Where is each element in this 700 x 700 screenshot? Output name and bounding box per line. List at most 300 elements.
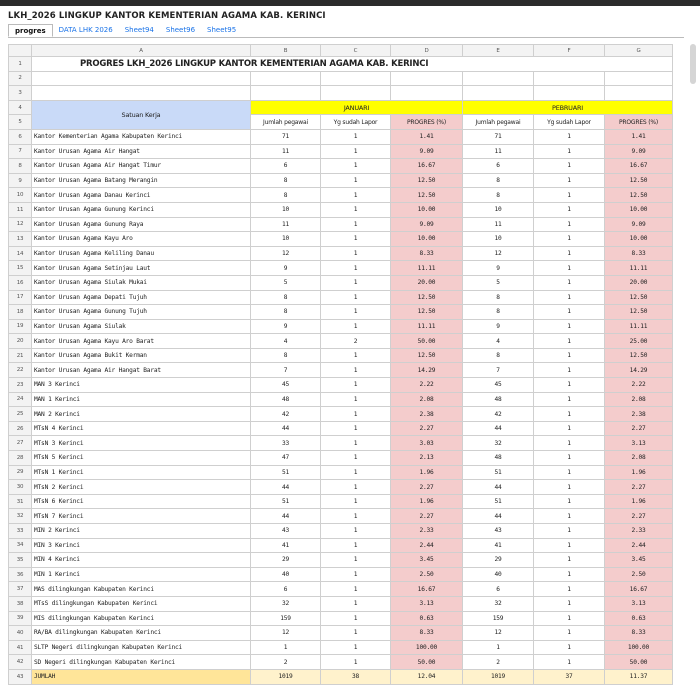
sudah-lapor-jan-cell[interactable]: 1	[321, 640, 391, 655]
empty-cell[interactable]	[391, 71, 463, 86]
jumlah-pegawai-feb-cell[interactable]: 5	[463, 275, 534, 290]
progres-jan-cell[interactable]: 3.45	[391, 553, 463, 568]
row-number[interactable]: 15	[9, 261, 32, 276]
satuan-kerja-cell[interactable]: MIN 1 Kerinci	[32, 567, 251, 582]
jumlah-pegawai-feb-cell[interactable]: 44	[463, 480, 534, 495]
satuan-kerja-cell[interactable]: Kantor Urusan Agama Kayu Aro Barat	[32, 334, 251, 349]
row-number[interactable]: 11	[9, 202, 32, 217]
jumlah-pegawai-jan-cell[interactable]: 48	[251, 392, 321, 407]
sudah-lapor-jan-cell[interactable]: 1	[321, 261, 391, 276]
empty-cell[interactable]	[32, 71, 251, 86]
satuan-kerja-cell[interactable]: Kantor Urusan Agama Gunung Raya	[32, 217, 251, 232]
jumlah-pegawai-feb-cell[interactable]: 48	[463, 451, 534, 466]
sudah-lapor-jan-cell[interactable]: 1	[321, 363, 391, 378]
satuan-kerja-cell[interactable]: RA/BA dilingkungan Kabupaten Kerinci	[32, 626, 251, 641]
progres-feb-cell[interactable]: 3.13	[605, 596, 673, 611]
sudah-lapor-feb-cell[interactable]: 1	[534, 217, 605, 232]
jumlah-pegawai-feb-cell[interactable]: 8	[463, 290, 534, 305]
progres-jan-cell[interactable]: 3.03	[391, 436, 463, 451]
empty-cell[interactable]	[534, 71, 605, 86]
jumlah-pegawai-feb-cell[interactable]: 159	[463, 611, 534, 626]
jumlah-pegawai-jan-cell[interactable]: 8	[251, 305, 321, 320]
jumlah-pegawai-feb-cell[interactable]: 2	[463, 655, 534, 670]
tab-sheet95[interactable]: Sheet95	[207, 26, 237, 34]
tab-data-lhk-2026[interactable]: DATA LHK 2026	[58, 26, 113, 34]
jumlah-pegawai-jan-cell[interactable]: 41	[251, 538, 321, 553]
progres-jan-cell[interactable]: 100.00	[391, 640, 463, 655]
row-number[interactable]: 5	[9, 115, 32, 130]
progres-feb-cell[interactable]: 2.50	[605, 567, 673, 582]
sudah-lapor-feb-cell[interactable]: 1	[534, 465, 605, 480]
sudah-lapor-feb-cell[interactable]: 1	[534, 655, 605, 670]
progres-jan-cell[interactable]: 3.13	[391, 596, 463, 611]
satuan-kerja-cell[interactable]: Kantor Urusan Agama Keliling Danau	[32, 246, 251, 261]
vertical-scrollbar[interactable]	[690, 44, 696, 84]
jumlah-pegawai-jan-cell[interactable]: 51	[251, 465, 321, 480]
sudah-lapor-jan-cell[interactable]: 1	[321, 232, 391, 247]
row-number[interactable]: 6	[9, 129, 32, 144]
progres-jan-cell[interactable]: 2.44	[391, 538, 463, 553]
sudah-lapor-feb-cell[interactable]: 1	[534, 129, 605, 144]
column-header-d[interactable]: D	[391, 45, 463, 57]
progres-feb-cell[interactable]: 3.45	[605, 553, 673, 568]
row-number[interactable]: 25	[9, 407, 32, 422]
progres-jan-cell[interactable]: 9.09	[391, 217, 463, 232]
satuan-kerja-header[interactable]: Satuan Kerja	[32, 100, 251, 129]
jumlah-pegawai-feb-cell[interactable]: 9	[463, 319, 534, 334]
sudah-lapor-feb-cell[interactable]: 1	[534, 275, 605, 290]
column-header-f[interactable]: F	[534, 45, 605, 57]
progres-jan-cell[interactable]: 2.08	[391, 392, 463, 407]
total-label[interactable]: JUMLAH	[32, 669, 251, 684]
jumlah-pegawai-jan-cell[interactable]: 1019	[251, 669, 321, 684]
progres-feb-cell[interactable]: 2.33	[605, 524, 673, 539]
jumlah-pegawai-feb-cell[interactable]: 44	[463, 421, 534, 436]
jumlah-pegawai-jan-cell[interactable]: 32	[251, 596, 321, 611]
jumlah-pegawai-jan-cell[interactable]: 8	[251, 290, 321, 305]
empty-cell[interactable]	[463, 86, 534, 101]
row-number[interactable]: 27	[9, 436, 32, 451]
jumlah-pegawai-feb-cell[interactable]: 9	[463, 261, 534, 276]
sudah-lapor-feb-cell[interactable]: 1	[534, 319, 605, 334]
progres-feb-cell[interactable]: 12.50	[605, 173, 673, 188]
sudah-lapor-jan-cell[interactable]: 1	[321, 421, 391, 436]
progres-jan-cell[interactable]: 2.33	[391, 524, 463, 539]
row-number[interactable]: 28	[9, 451, 32, 466]
sudah-lapor-jan-cell[interactable]: 1	[321, 246, 391, 261]
progres-jan-cell[interactable]: 1.96	[391, 465, 463, 480]
empty-cell[interactable]	[251, 71, 321, 86]
progres-feb-cell[interactable]: 2.27	[605, 421, 673, 436]
sudah-lapor-feb-cell[interactable]: 1	[534, 173, 605, 188]
jumlah-pegawai-jan-cell[interactable]: 8	[251, 348, 321, 363]
progres-jan-cell[interactable]: 2.27	[391, 421, 463, 436]
progres-feb-cell[interactable]: 2.08	[605, 392, 673, 407]
sudah-lapor-feb-cell[interactable]: 1	[534, 582, 605, 597]
progres-header[interactable]: PROGRES (%)	[605, 115, 673, 130]
sudah-lapor-jan-cell[interactable]: 1	[321, 451, 391, 466]
progres-feb-cell[interactable]: 9.09	[605, 144, 673, 159]
progres-feb-cell[interactable]: 100.00	[605, 640, 673, 655]
satuan-kerja-cell[interactable]: Kantor Urusan Agama Danau Kerinci	[32, 188, 251, 203]
sudah-lapor-feb-cell[interactable]: 1	[534, 640, 605, 655]
progres-jan-cell[interactable]: 11.11	[391, 261, 463, 276]
progres-jan-cell[interactable]: 10.00	[391, 232, 463, 247]
row-number[interactable]: 18	[9, 305, 32, 320]
progres-jan-cell[interactable]: 9.09	[391, 144, 463, 159]
row-number[interactable]: 7	[9, 144, 32, 159]
jumlah-pegawai-jan-cell[interactable]: 44	[251, 480, 321, 495]
sudah-lapor-jan-cell[interactable]: 1	[321, 348, 391, 363]
satuan-kerja-cell[interactable]: Kantor Urusan Agama Siulak	[32, 319, 251, 334]
jumlah-pegawai-feb-cell[interactable]: 4	[463, 334, 534, 349]
row-number[interactable]: 4	[9, 100, 32, 115]
sudah-lapor-feb-cell[interactable]: 1	[534, 159, 605, 174]
satuan-kerja-cell[interactable]: MAN 2 Kerinci	[32, 407, 251, 422]
jumlah-pegawai-feb-cell[interactable]: 10	[463, 202, 534, 217]
row-number[interactable]: 37	[9, 582, 32, 597]
progres-feb-cell[interactable]: 12.50	[605, 305, 673, 320]
sudah-lapor-jan-cell[interactable]: 1	[321, 465, 391, 480]
jumlah-pegawai-feb-cell[interactable]: 11	[463, 217, 534, 232]
progres-jan-cell[interactable]: 8.33	[391, 626, 463, 641]
sudah-lapor-jan-cell[interactable]: 1	[321, 275, 391, 290]
jumlah-pegawai-jan-cell[interactable]: 10	[251, 232, 321, 247]
satuan-kerja-cell[interactable]: MTsN 6 Kerinci	[32, 494, 251, 509]
sudah-lapor-feb-cell[interactable]: 1	[534, 626, 605, 641]
satuan-kerja-cell[interactable]: Kantor Urusan Agama Air Hangat Timur	[32, 159, 251, 174]
row-number[interactable]: 34	[9, 538, 32, 553]
jumlah-pegawai-jan-cell[interactable]: 11	[251, 217, 321, 232]
progres-feb-cell[interactable]: 1.96	[605, 494, 673, 509]
empty-cell[interactable]	[605, 71, 673, 86]
sudah-lapor-jan-cell[interactable]: 1	[321, 319, 391, 334]
progres-feb-cell[interactable]: 1.96	[605, 465, 673, 480]
progres-jan-cell[interactable]: 10.00	[391, 202, 463, 217]
progres-feb-cell[interactable]: 2.27	[605, 509, 673, 524]
row-number[interactable]: 8	[9, 159, 32, 174]
jumlah-pegawai-jan-cell[interactable]: 5	[251, 275, 321, 290]
progres-feb-cell[interactable]: 1.41	[605, 129, 673, 144]
progres-jan-cell[interactable]: 12.50	[391, 290, 463, 305]
empty-cell[interactable]	[534, 86, 605, 101]
satuan-kerja-cell[interactable]: MIN 4 Kerinci	[32, 553, 251, 568]
jumlah-pegawai-feb-cell[interactable]: 10	[463, 232, 534, 247]
satuan-kerja-cell[interactable]: Kantor Urusan Agama Bukit Kerman	[32, 348, 251, 363]
corner-cell[interactable]	[9, 45, 32, 57]
sudah-lapor-feb-cell[interactable]: 1	[534, 188, 605, 203]
progres-jan-cell[interactable]: 1.96	[391, 494, 463, 509]
row-number[interactable]: 12	[9, 217, 32, 232]
sudah-lapor-feb-cell[interactable]: 1	[534, 421, 605, 436]
sudah-lapor-jan-cell[interactable]: 1	[321, 202, 391, 217]
row-number[interactable]: 26	[9, 421, 32, 436]
row-number[interactable]: 29	[9, 465, 32, 480]
sudah-lapor-feb-cell[interactable]: 1	[534, 261, 605, 276]
satuan-kerja-cell[interactable]: SD Negeri dilingkungan Kabupaten Kerinci	[32, 655, 251, 670]
row-number[interactable]: 36	[9, 567, 32, 582]
row-number[interactable]: 23	[9, 378, 32, 393]
sudah-lapor-jan-cell[interactable]: 1	[321, 144, 391, 159]
progres-jan-cell[interactable]: 12.50	[391, 173, 463, 188]
tab-progres[interactable]: progres	[8, 24, 53, 37]
sudah-lapor-jan-cell[interactable]: 1	[321, 480, 391, 495]
sudah-lapor-feb-cell[interactable]: 1	[534, 144, 605, 159]
sudah-lapor-jan-cell[interactable]: 1	[321, 509, 391, 524]
jumlah-pegawai-jan-cell[interactable]: 33	[251, 436, 321, 451]
sudah-lapor-jan-cell[interactable]: 1	[321, 188, 391, 203]
progres-jan-cell[interactable]: 16.67	[391, 159, 463, 174]
progres-jan-cell[interactable]: 50.00	[391, 334, 463, 349]
row-number[interactable]: 31	[9, 494, 32, 509]
progres-feb-cell[interactable]: 11.11	[605, 319, 673, 334]
jumlah-pegawai-jan-cell[interactable]: 7	[251, 363, 321, 378]
jumlah-pegawai-feb-cell[interactable]: 11	[463, 144, 534, 159]
progres-feb-cell[interactable]: 10.00	[605, 202, 673, 217]
empty-cell[interactable]	[463, 71, 534, 86]
sudah-lapor-feb-cell[interactable]: 1	[534, 246, 605, 261]
satuan-kerja-cell[interactable]: MTsN 7 Kerinci	[32, 509, 251, 524]
sudah-lapor-feb-cell[interactable]: 1	[534, 596, 605, 611]
jumlah-pegawai-feb-cell[interactable]: 32	[463, 596, 534, 611]
row-number[interactable]: 2	[9, 71, 32, 86]
sudah-lapor-feb-cell[interactable]: 1	[534, 202, 605, 217]
jumlah-pegawai-jan-cell[interactable]: 9	[251, 261, 321, 276]
sudah-lapor-feb-cell[interactable]: 1	[534, 407, 605, 422]
jumlah-pegawai-feb-cell[interactable]: 32	[463, 436, 534, 451]
row-number[interactable]: 19	[9, 319, 32, 334]
progres-feb-cell[interactable]: 11.37	[605, 669, 673, 684]
month-header-pebruari[interactable]: PEBRUARI	[463, 100, 673, 115]
row-number[interactable]: 42	[9, 655, 32, 670]
progres-feb-cell[interactable]: 0.63	[605, 611, 673, 626]
jumlah-pegawai-jan-cell[interactable]: 4	[251, 334, 321, 349]
row-number[interactable]: 13	[9, 232, 32, 247]
jumlah-pegawai-feb-cell[interactable]: 44	[463, 509, 534, 524]
sudah-lapor-feb-cell[interactable]: 1	[534, 451, 605, 466]
sudah-lapor-jan-cell[interactable]: 1	[321, 129, 391, 144]
tab-sheet94[interactable]: Sheet94	[124, 26, 154, 34]
satuan-kerja-cell[interactable]: MAS dilingkungan Kabupaten Kerinci	[32, 582, 251, 597]
satuan-kerja-cell[interactable]: Kantor Urusan Agama Air Hangat	[32, 144, 251, 159]
progres-feb-cell[interactable]: 25.00	[605, 334, 673, 349]
empty-cell[interactable]	[321, 71, 391, 86]
satuan-kerja-cell[interactable]: Kantor Urusan Agama Air Hangat Barat	[32, 363, 251, 378]
row-number[interactable]: 14	[9, 246, 32, 261]
satuan-kerja-cell[interactable]: MTsS dilingkungan Kabupaten Kerinci	[32, 596, 251, 611]
row-number[interactable]: 21	[9, 348, 32, 363]
jumlah-pegawai-jan-cell[interactable]: 159	[251, 611, 321, 626]
satuan-kerja-cell[interactable]: MIN 2 Kerinci	[32, 524, 251, 539]
progres-header[interactable]: PROGRES (%)	[391, 115, 463, 130]
sudah-lapor-feb-cell[interactable]: 1	[534, 363, 605, 378]
jumlah-pegawai-jan-cell[interactable]: 29	[251, 553, 321, 568]
sudah-lapor-header[interactable]: Yg sudah Lapor	[321, 115, 391, 130]
progres-feb-cell[interactable]: 12.50	[605, 348, 673, 363]
progres-feb-cell[interactable]: 8.33	[605, 626, 673, 641]
column-header-e[interactable]: E	[463, 45, 534, 57]
jumlah-pegawai-feb-cell[interactable]: 7	[463, 363, 534, 378]
jumlah-pegawai-feb-cell[interactable]: 8	[463, 305, 534, 320]
jumlah-pegawai-jan-cell[interactable]: 71	[251, 129, 321, 144]
sudah-lapor-jan-cell[interactable]: 1	[321, 436, 391, 451]
jumlah-pegawai-jan-cell[interactable]: 51	[251, 494, 321, 509]
row-number[interactable]: 17	[9, 290, 32, 305]
sudah-lapor-feb-cell[interactable]: 1	[534, 524, 605, 539]
row-number[interactable]: 1	[9, 57, 32, 72]
satuan-kerja-cell[interactable]: Kantor Urusan Agama Gunung Tujuh	[32, 305, 251, 320]
jumlah-pegawai-feb-cell[interactable]: 43	[463, 524, 534, 539]
jumlah-pegawai-jan-cell[interactable]: 12	[251, 246, 321, 261]
jumlah-pegawai-jan-cell[interactable]: 6	[251, 582, 321, 597]
satuan-kerja-cell[interactable]: MTsN 3 Kerinci	[32, 436, 251, 451]
jumlah-pegawai-jan-cell[interactable]: 40	[251, 567, 321, 582]
sudah-lapor-feb-cell[interactable]: 1	[534, 334, 605, 349]
sudah-lapor-jan-cell[interactable]: 1	[321, 611, 391, 626]
column-header-g[interactable]: G	[605, 45, 673, 57]
jumlah-pegawai-feb-cell[interactable]: 40	[463, 567, 534, 582]
satuan-kerja-cell[interactable]: MTsN 2 Kerinci	[32, 480, 251, 495]
sudah-lapor-feb-cell[interactable]: 1	[534, 538, 605, 553]
sudah-lapor-header[interactable]: Yg sudah Lapor	[534, 115, 605, 130]
progres-feb-cell[interactable]: 12.50	[605, 188, 673, 203]
progres-feb-cell[interactable]: 2.08	[605, 451, 673, 466]
empty-cell[interactable]	[32, 86, 251, 101]
jumlah-pegawai-jan-cell[interactable]: 11	[251, 144, 321, 159]
row-number[interactable]: 30	[9, 480, 32, 495]
row-number[interactable]: 41	[9, 640, 32, 655]
sudah-lapor-jan-cell[interactable]: 2	[321, 334, 391, 349]
row-number[interactable]: 43	[9, 669, 32, 684]
sudah-lapor-jan-cell[interactable]: 1	[321, 378, 391, 393]
sudah-lapor-feb-cell[interactable]: 1	[534, 305, 605, 320]
jumlah-pegawai-feb-cell[interactable]: 12	[463, 626, 534, 641]
sudah-lapor-jan-cell[interactable]: 1	[321, 626, 391, 641]
row-number[interactable]: 38	[9, 596, 32, 611]
progres-feb-cell[interactable]: 10.00	[605, 232, 673, 247]
row-number[interactable]: 9	[9, 173, 32, 188]
jumlah-pegawai-jan-cell[interactable]: 45	[251, 378, 321, 393]
satuan-kerja-cell[interactable]: MTsN 4 Kerinci	[32, 421, 251, 436]
progres-jan-cell[interactable]: 1.41	[391, 129, 463, 144]
sudah-lapor-feb-cell[interactable]: 37	[534, 669, 605, 684]
sudah-lapor-jan-cell[interactable]: 1	[321, 582, 391, 597]
sudah-lapor-jan-cell[interactable]: 1	[321, 305, 391, 320]
progres-jan-cell[interactable]: 2.22	[391, 378, 463, 393]
jumlah-pegawai-jan-cell[interactable]: 6	[251, 159, 321, 174]
progres-jan-cell[interactable]: 12.50	[391, 305, 463, 320]
sudah-lapor-jan-cell[interactable]: 1	[321, 173, 391, 188]
jumlah-pegawai-feb-cell[interactable]: 6	[463, 582, 534, 597]
satuan-kerja-cell[interactable]: MIN 3 Kerinci	[32, 538, 251, 553]
progres-feb-cell[interactable]: 14.29	[605, 363, 673, 378]
sudah-lapor-jan-cell[interactable]: 1	[321, 217, 391, 232]
jumlah-pegawai-jan-cell[interactable]: 8	[251, 188, 321, 203]
sudah-lapor-jan-cell[interactable]: 1	[321, 290, 391, 305]
sudah-lapor-jan-cell[interactable]: 1	[321, 655, 391, 670]
jumlah-pegawai-feb-cell[interactable]: 1	[463, 640, 534, 655]
progres-feb-cell[interactable]: 20.00	[605, 275, 673, 290]
jumlah-pegawai-feb-cell[interactable]: 1019	[463, 669, 534, 684]
progres-jan-cell[interactable]: 12.50	[391, 188, 463, 203]
progres-jan-cell[interactable]: 11.11	[391, 319, 463, 334]
sudah-lapor-feb-cell[interactable]: 1	[534, 290, 605, 305]
jumlah-pegawai-feb-cell[interactable]: 6	[463, 159, 534, 174]
satuan-kerja-cell[interactable]: Kantor Urusan Agama Kayu Aro	[32, 232, 251, 247]
jumlah-pegawai-jan-cell[interactable]: 2	[251, 655, 321, 670]
progres-jan-cell[interactable]: 2.13	[391, 451, 463, 466]
jumlah-pegawai-feb-cell[interactable]: 8	[463, 348, 534, 363]
row-number[interactable]: 20	[9, 334, 32, 349]
row-number[interactable]: 24	[9, 392, 32, 407]
sudah-lapor-feb-cell[interactable]: 1	[534, 611, 605, 626]
tab-sheet96[interactable]: Sheet96	[165, 26, 196, 34]
sudah-lapor-feb-cell[interactable]: 1	[534, 232, 605, 247]
satuan-kerja-cell[interactable]: Kantor Kementerian Agama Kabupaten Kerinci	[32, 129, 251, 144]
empty-cell[interactable]	[391, 86, 463, 101]
jumlah-pegawai-feb-cell[interactable]: 48	[463, 392, 534, 407]
progres-feb-cell[interactable]: 2.22	[605, 378, 673, 393]
jumlah-pegawai-header[interactable]: Jumlah pegawai	[251, 115, 321, 130]
sudah-lapor-feb-cell[interactable]: 1	[534, 392, 605, 407]
column-header-c[interactable]: C	[321, 45, 391, 57]
jumlah-pegawai-feb-cell[interactable]: 41	[463, 538, 534, 553]
satuan-kerja-cell[interactable]: Kantor Urusan Agama Depati Tujuh	[32, 290, 251, 305]
jumlah-pegawai-jan-cell[interactable]: 1	[251, 640, 321, 655]
sudah-lapor-feb-cell[interactable]: 1	[534, 494, 605, 509]
jumlah-pegawai-feb-cell[interactable]: 51	[463, 494, 534, 509]
progres-feb-cell[interactable]: 3.13	[605, 436, 673, 451]
row-number[interactable]: 32	[9, 509, 32, 524]
jumlah-pegawai-jan-cell[interactable]: 10	[251, 202, 321, 217]
jumlah-pegawai-feb-cell[interactable]: 8	[463, 188, 534, 203]
satuan-kerja-cell[interactable]: MIS dilingkungan Kabupaten Kerinci	[32, 611, 251, 626]
progres-jan-cell[interactable]: 20.00	[391, 275, 463, 290]
column-header-b[interactable]: B	[251, 45, 321, 57]
progres-jan-cell[interactable]: 0.63	[391, 611, 463, 626]
row-number[interactable]: 3	[9, 86, 32, 101]
sudah-lapor-jan-cell[interactable]: 1	[321, 538, 391, 553]
sudah-lapor-feb-cell[interactable]: 1	[534, 378, 605, 393]
row-number[interactable]: 22	[9, 363, 32, 378]
jumlah-pegawai-feb-cell[interactable]: 8	[463, 173, 534, 188]
empty-cell[interactable]	[605, 86, 673, 101]
jumlah-pegawai-feb-cell[interactable]: 51	[463, 465, 534, 480]
satuan-kerja-cell[interactable]: MTsN 5 Kerinci	[32, 451, 251, 466]
row-number[interactable]: 16	[9, 275, 32, 290]
sudah-lapor-feb-cell[interactable]: 1	[534, 348, 605, 363]
row-number[interactable]: 10	[9, 188, 32, 203]
progres-feb-cell[interactable]: 11.11	[605, 261, 673, 276]
month-header-januari[interactable]: JANUARI	[251, 100, 463, 115]
progres-feb-cell[interactable]: 16.67	[605, 159, 673, 174]
sudah-lapor-feb-cell[interactable]: 1	[534, 509, 605, 524]
jumlah-pegawai-jan-cell[interactable]: 43	[251, 524, 321, 539]
jumlah-pegawai-header[interactable]: Jumlah pegawai	[463, 115, 534, 130]
progres-feb-cell[interactable]: 2.44	[605, 538, 673, 553]
satuan-kerja-cell[interactable]: SLTP Negeri dilingkungan Kabupaten Kerinci	[32, 640, 251, 655]
progres-jan-cell[interactable]: 2.27	[391, 509, 463, 524]
progres-jan-cell[interactable]: 12.50	[391, 348, 463, 363]
sudah-lapor-jan-cell[interactable]: 1	[321, 524, 391, 539]
jumlah-pegawai-jan-cell[interactable]: 44	[251, 509, 321, 524]
progres-feb-cell[interactable]: 8.33	[605, 246, 673, 261]
empty-cell[interactable]	[251, 86, 321, 101]
jumlah-pegawai-feb-cell[interactable]: 71	[463, 129, 534, 144]
progres-feb-cell[interactable]: 2.27	[605, 480, 673, 495]
sudah-lapor-feb-cell[interactable]: 1	[534, 436, 605, 451]
sudah-lapor-jan-cell[interactable]: 1	[321, 596, 391, 611]
